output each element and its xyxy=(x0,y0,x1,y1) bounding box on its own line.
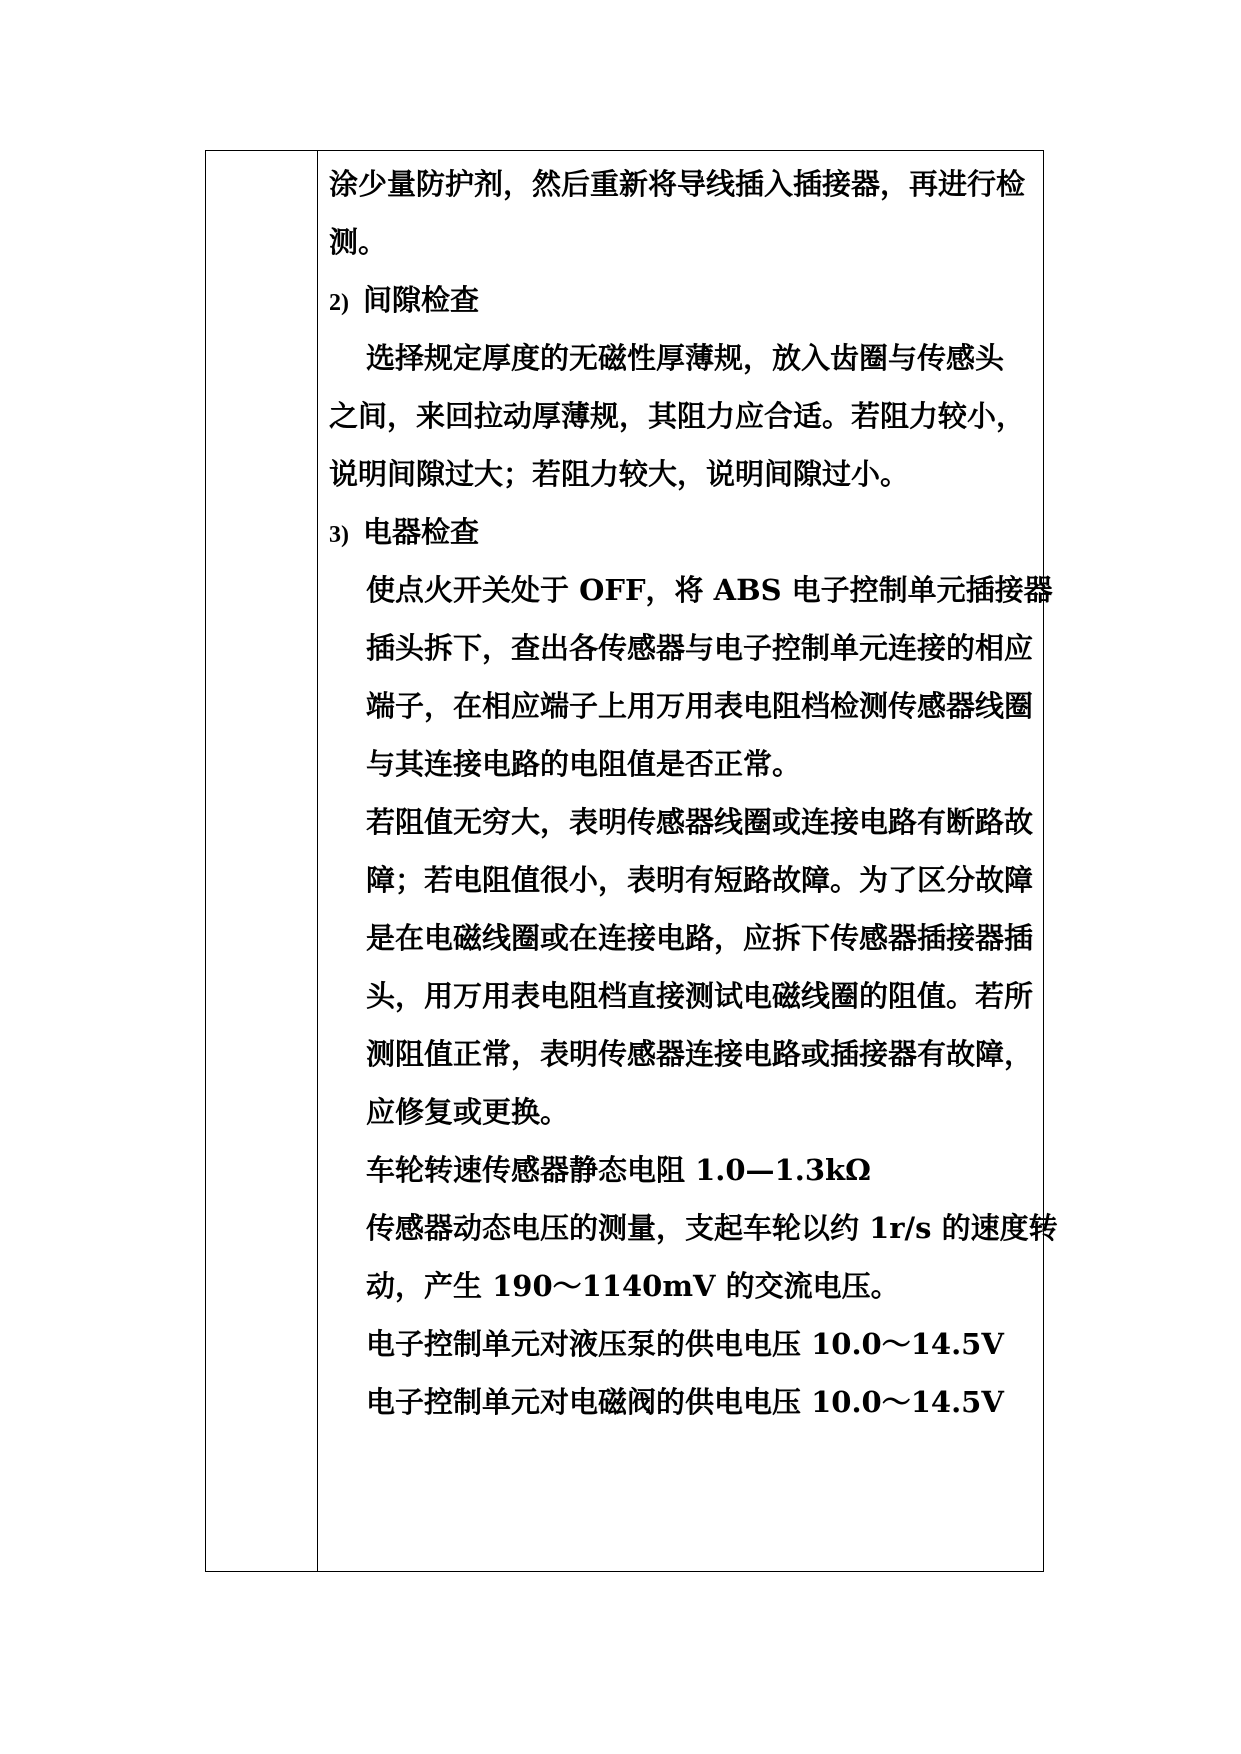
section-title: 间隙检查 xyxy=(363,283,480,317)
text-line: 头，用万用表电阻档直接测试电磁线圈的阻值。若所 xyxy=(366,979,1034,1013)
section-title: 电器检查 xyxy=(363,515,480,549)
text-line: 传感器动态电压的测量，支起车轮以约 1r/s 的速度转 xyxy=(366,1211,1058,1245)
text-line: 电子控制单元对电磁阀的供电电压 10.0～14.5V xyxy=(366,1385,1004,1419)
text-line: 插头拆下，查出各传感器与电子控制单元连接的相应 xyxy=(366,631,1034,665)
section-number: 3) xyxy=(329,522,349,548)
text-line: 说明间隙过大；若阻力较大，说明间隙过小。 xyxy=(329,457,910,491)
text-line: 测。 xyxy=(329,225,388,259)
text-line: 与其连接电路的电阻值是否正常。 xyxy=(366,747,802,781)
text-line: 选择规定厚度的无磁性厚薄规，放入齿圈与传感头 xyxy=(366,341,1005,375)
text-line: 端子，在相应端子上用万用表电阻档检测传感器线圈 xyxy=(366,689,1034,723)
text-line: 障；若电阻值很小，表明有短路故障。为了区分故障 xyxy=(366,863,1034,897)
section-number: 2) xyxy=(329,290,349,316)
text-line: 应修复或更换。 xyxy=(366,1095,570,1129)
text-line: 是在电磁线圈或在连接电路，应拆下传感器插接器插 xyxy=(366,921,1034,955)
text-line: 涂少量防护剂，然后重新将导线插入插接器，再进行检 xyxy=(329,167,1026,201)
text-line: 若阻值无穷大，表明传感器线圈或连接电路有断路故 xyxy=(366,805,1034,839)
text-line: 车轮转速传感器静态电阻 1.0—1.3kΩ xyxy=(366,1153,871,1187)
text-line: 之间，来回拉动厚薄规，其阻力应合适。若阻力较小， xyxy=(329,399,1026,433)
text-line: 使点火开关处于 OFF，将 ABS 电子控制单元插接器 xyxy=(366,573,1053,607)
section-heading-gap-check xyxy=(329,280,479,320)
column-divider xyxy=(317,151,318,1571)
text-line: 测阻值正常，表明传感器连接电路或插接器有故障， xyxy=(366,1037,1034,1071)
text-line: 动，产生 190～1140mV 的交流电压。 xyxy=(366,1269,900,1303)
text-line: 电子控制单元对液压泵的供电电压 10.0～14.5V xyxy=(366,1327,1004,1361)
section-heading-electrical-check xyxy=(329,512,479,552)
content-table xyxy=(205,150,1058,1572)
